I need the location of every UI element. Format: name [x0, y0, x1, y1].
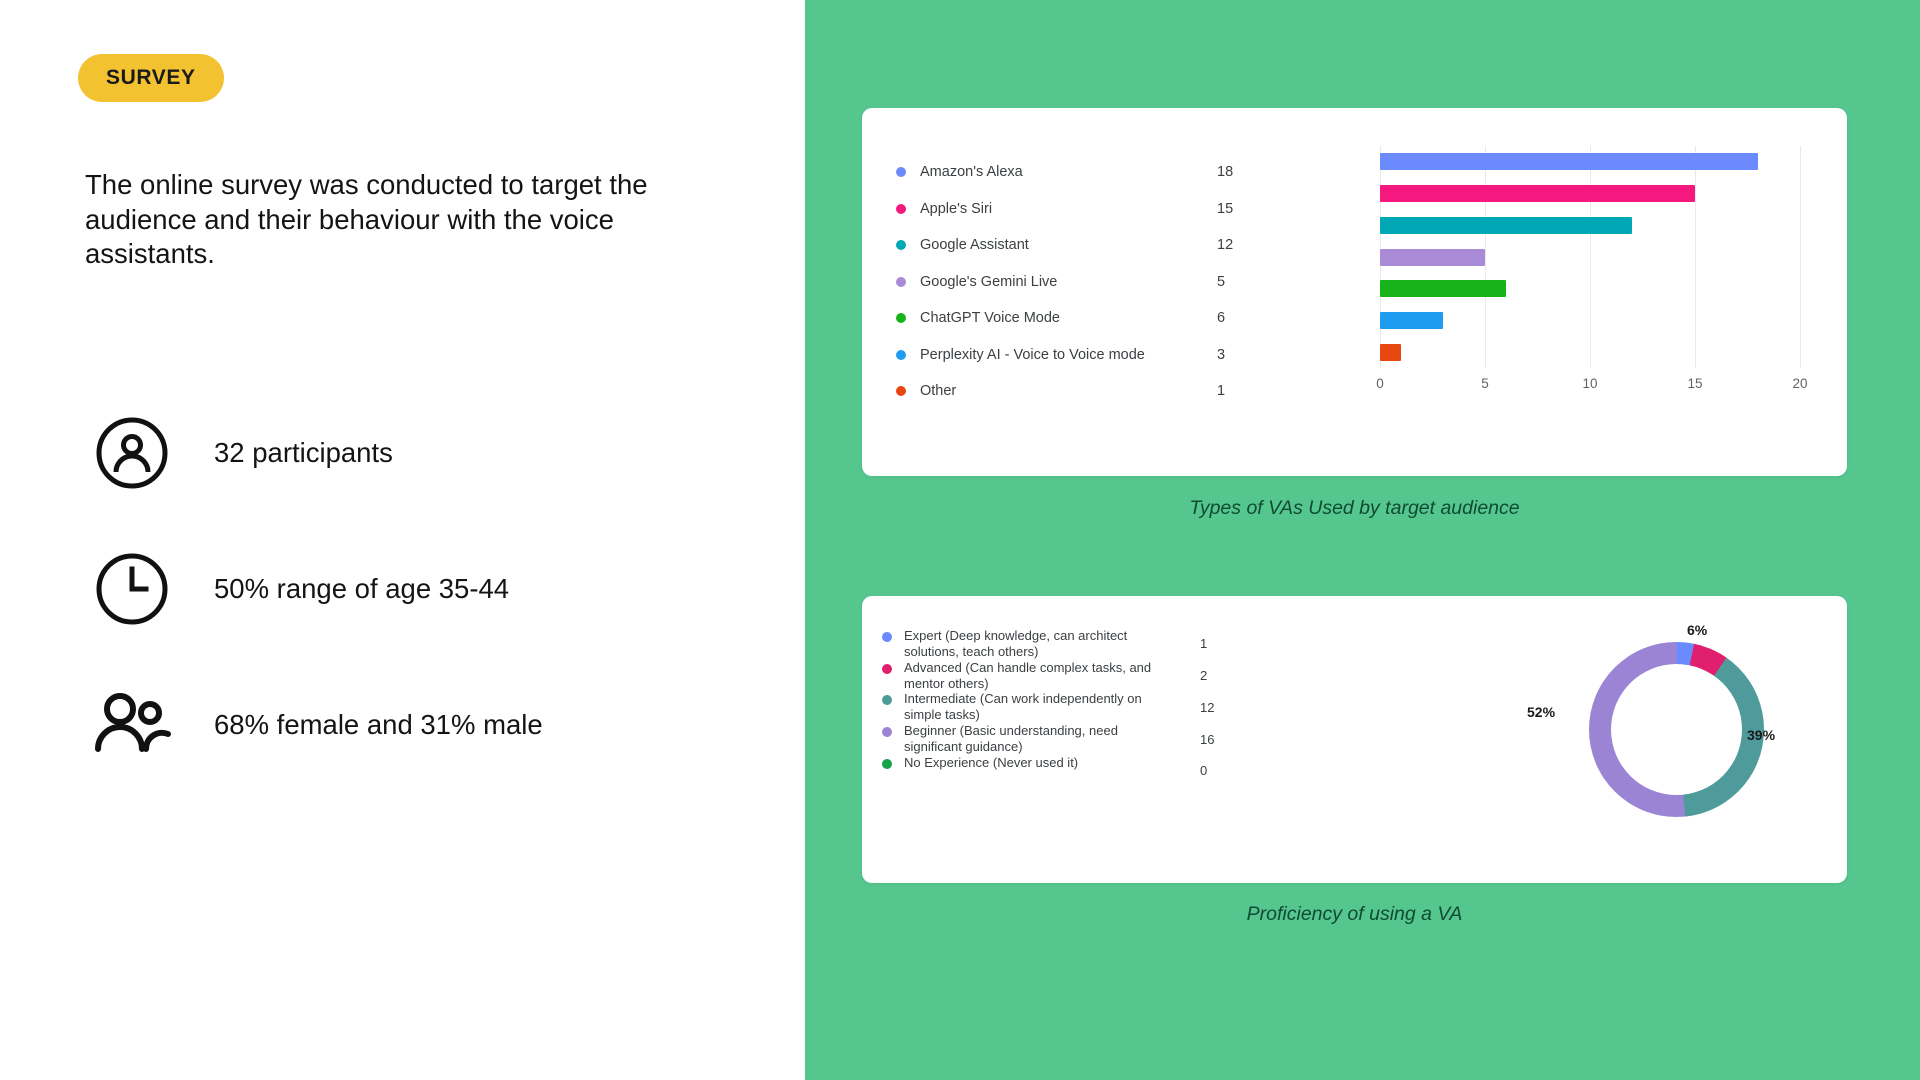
bar-chart-x-axis [1376, 376, 1808, 396]
fact-participants-label: 32 participants [214, 437, 393, 468]
legend-label: Amazon's Alexa [920, 164, 1023, 181]
donut-pct-intermediate: 39% [1747, 727, 1776, 743]
legend-label: Google Assistant [920, 237, 1029, 254]
legend-color-dot [882, 695, 892, 705]
legend-label: Expert (Deep knowledge, can architect solutions, teach others) [904, 628, 1128, 659]
left-panel [0, 0, 805, 1080]
donut-value: 0 [1200, 762, 1208, 778]
x-axis-tick: 0 [1376, 376, 1384, 391]
legend-color-dot [882, 759, 892, 769]
gridline [1695, 146, 1696, 368]
bar [1380, 312, 1443, 329]
x-axis-tick: 10 [1582, 376, 1598, 391]
bar [1380, 344, 1401, 361]
fact-gender [90, 657, 730, 793]
bar-value: 18 [1217, 164, 1234, 181]
fact-age [90, 521, 730, 657]
gridline [1590, 146, 1591, 368]
fact-participants [90, 385, 730, 521]
bar-value: 12 [1217, 237, 1234, 254]
people-group-icon [90, 683, 174, 767]
bar-value: 3 [1217, 346, 1226, 363]
bar-chart-caption: Types of VAs Used by target audience [1189, 497, 1520, 519]
donut-value: 12 [1200, 699, 1215, 715]
legend-label: Apple's Siri [920, 200, 993, 217]
donut-chart-values [1200, 628, 1250, 785]
legend-label: Other [920, 383, 957, 400]
gridline [1800, 146, 1801, 368]
legend-color-dot [896, 167, 906, 177]
donut-value: 1 [1200, 636, 1208, 652]
bar [1380, 280, 1506, 297]
clock-icon [90, 547, 174, 631]
donut-legend-item [882, 691, 1442, 723]
right-panel [805, 0, 1920, 1080]
facts-list [90, 385, 730, 793]
legend-label: Perplexity AI - Voice to Voice mode [920, 346, 1145, 363]
donut-chart-card [862, 596, 1847, 883]
legend-color-dot [882, 664, 892, 674]
bar-value: 6 [1217, 310, 1226, 327]
bar [1380, 217, 1632, 234]
legend-label: Intermediate (Can work independently on simple tasks) [904, 691, 1142, 723]
legend-color-dot [882, 632, 892, 642]
bar [1380, 185, 1695, 202]
donut-hole [1611, 664, 1742, 795]
bar [1380, 153, 1758, 170]
legend-label: ChatGPT Voice Mode [920, 310, 1060, 327]
bar-chart-plot [1380, 146, 1800, 368]
fact-age-label: 50% range of age 35-44 [214, 573, 510, 604]
donut-legend-item [882, 660, 1442, 692]
donut-value: 16 [1200, 731, 1215, 747]
donut-pct-beginner: 52% [1527, 704, 1556, 720]
legend-label: Advanced (Can handle complex tasks, and mentor others) [904, 659, 1152, 691]
bar-value: 5 [1217, 273, 1226, 290]
x-axis-tick: 5 [1481, 376, 1489, 391]
donut-chart-legend [882, 628, 1442, 785]
donut-pct-advanced: 6% [1687, 622, 1708, 638]
donut-chart-caption: Proficiency of using a VA [1246, 903, 1463, 925]
legend-color-dot [896, 204, 906, 214]
donut-legend-item [882, 755, 1442, 786]
legend-label: Google's Gemini Live [920, 273, 1058, 290]
bar [1380, 249, 1485, 266]
legend-color-dot [896, 350, 906, 360]
legend-color-dot [896, 277, 906, 287]
legend-color-dot [896, 313, 906, 323]
bar-chart-card [862, 108, 1847, 476]
donut-legend-item [882, 628, 1442, 660]
bar-chart-values [1217, 154, 1277, 410]
donut-legend-item [882, 723, 1442, 755]
x-axis-tick: 20 [1792, 376, 1808, 391]
fact-gender-label: 68% female and 31% male [214, 709, 543, 740]
person-circle-icon [90, 411, 174, 495]
donut-graphic [1527, 622, 1799, 854]
intro-paragraph: The online survey was conducted to target the audience and their behaviour with the voice assistants. [85, 169, 648, 270]
bar-value: 1 [1217, 383, 1226, 400]
legend-color-dot [896, 386, 906, 396]
x-axis-tick: 15 [1687, 376, 1703, 391]
bar-value: 15 [1217, 200, 1234, 217]
legend-color-dot [896, 240, 906, 250]
donut-value: 2 [1200, 668, 1208, 684]
legend-color-dot [882, 727, 892, 737]
gridline [1485, 146, 1486, 368]
legend-label: No Experience (Never used it) [904, 754, 1079, 770]
survey-badge: SURVEY [78, 54, 224, 102]
legend-label: Beginner (Basic understanding, need significant guidance) [904, 723, 1118, 755]
